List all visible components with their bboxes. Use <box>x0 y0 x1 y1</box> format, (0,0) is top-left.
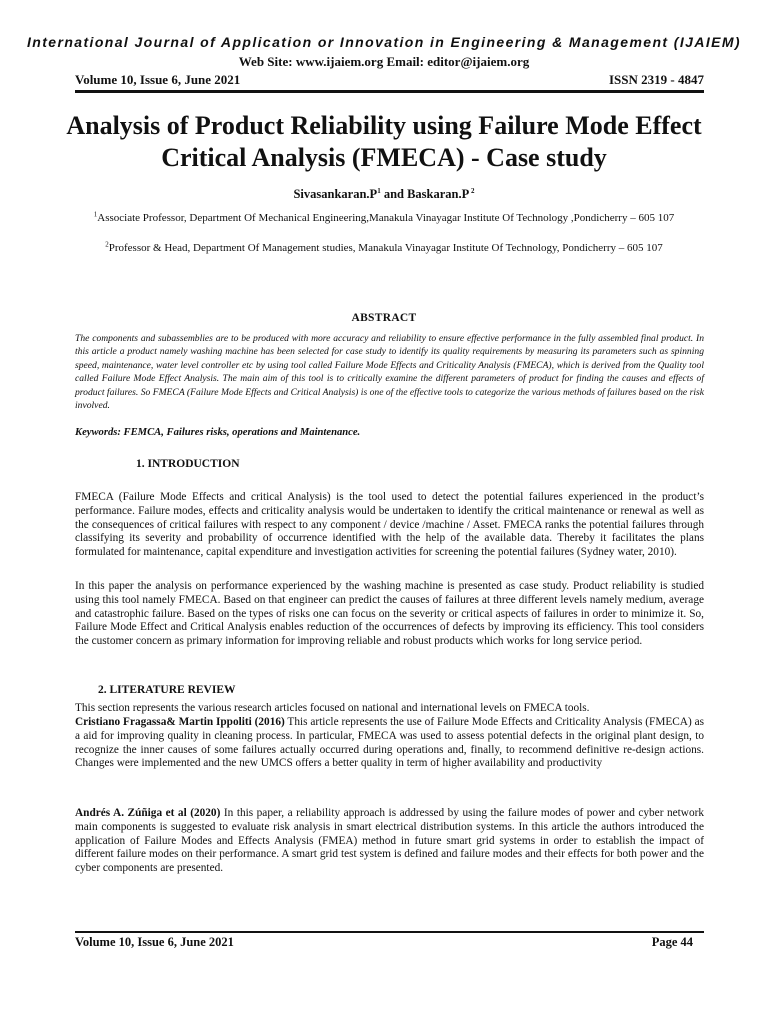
citation-fragassa: Cristiano Fragassa& Martin Ippoliti (2016) <box>75 716 285 728</box>
literature-paragraph-3 <box>75 807 704 876</box>
author-2: Baskaran.P <box>407 187 470 201</box>
introduction-paragraph-2: In this paper the analysis on performance experienced by the washing machine is presented as case study. Product reliability is studied using this tool namely FMECA. Based on that engineer can predict the causes of failures at three different levels namely medium, average and catastrophic failure. Based on the types of risks one can focus on the severity or critical aspects of failures in order to minimize it. So, Failure Mode Effect and Critical Analysis enables reduction of the occurrences of defects by improving its efficiency. This tool considers the customer concern as primary information for improving reliable and robust products which works for long service period. <box>75 580 704 648</box>
header-divider <box>75 90 704 93</box>
abstract-text: The components and subassemblies are to be produced with more accuracy and reliability to ensure effective performance in the fully assembled final product. In this article a product namely washing machine has been selected for case study to identify its quality requirements by measuring its parameters such as spinning speed, maintenance, water level controller etc by using tool called Failure Mode Effects and Criticality Analysis (FMECA), which is derived from the Quality tool called Failure Mode Effect Analysis. The main aim of this tool is to critically examine the different parameters of product for finding the causes and effects of product failures. So FMECA (Failure Mode Effects and Critical Analysis) is one of the effective tools to categorize the various methods of failures based on the risk involved. <box>75 333 704 412</box>
footer-page-number: Page 44 <box>651 935 693 949</box>
affiliation-1-marker: 1 <box>93 210 98 219</box>
author-1-marker: 1 <box>377 186 381 195</box>
introduction-paragraph-1: FMECA (Failure Mode Effects and critical Analysis) is the tool used to detect the potential failures experienced in the product’s performance. Failure modes, effects and criticality analysis would be undertaken to identify the critical maintenance or renewal as well as the consequences of critical failures with respect to any component / device /machine / Asset. FMECA ranks the potential failures through classifying its severity and probability of occurrence identified with the help of the available data. Thereby it facilitates the plans formulated for maintenance, capital expenditure and investigation activities for screening the potential failures (Sydney water, 2010). <box>75 491 704 559</box>
affiliation-1 <box>0 212 768 224</box>
citation-zuniga: Andrés A. Zúñiga et al (2020) <box>75 807 221 819</box>
header-issn: ISSN 2319 - 4847 <box>609 72 704 87</box>
keywords: Keywords: FEMCA, Failures risks, operations and Maintenance. <box>75 427 361 438</box>
affiliation-2-marker: 2 <box>105 240 109 249</box>
literature-paragraph-1: This section represents the various research articles focused on national and international levels on FMECA tools. <box>75 702 590 714</box>
journal-name: International Journal of Application or Innovation in Engineering & Management (IJAIEM) <box>27 34 741 50</box>
author-2-marker: 2 <box>469 186 475 195</box>
section-heading-literature-review: 2. LITERATURE REVIEW <box>98 684 236 696</box>
paper-title: Analysis of Product Reliability using Failure Mode Effect Critical Analysis (FMECA) - Case study <box>66 111 702 172</box>
affiliation-2 <box>0 242 768 254</box>
author-line <box>0 187 768 202</box>
footer-divider <box>75 931 704 933</box>
affiliation-2-text: Professor & Head, Department Of Management studies, Manakula Vinayagar Institute Of Technology, Pondicherry – 605 107 <box>108 242 663 254</box>
section-heading-introduction: 1. INTRODUCTION <box>136 458 240 470</box>
header-volume-issue: Volume 10, Issue 6, June 2021 <box>75 72 241 87</box>
footer-volume-issue: Volume 10, Issue 6, June 2021 <box>75 935 234 949</box>
literature-paragraph-2-text: This article represents the use of Failure Mode Effects and Criticality Analysis (FMECA) as a aid for improving quality in cleaning process. In particular, FMECA was used to assess potential defects in the original plant design, to recognize the inner causes of some failures actually occurred during operations and, finally, to recommend definitive re-design actions. Changes were implemented and the new UMCS offers a better quality in term of higher availability and productivity <box>75 716 704 770</box>
journal-website: Web Site: www.ijaiem.org Email: editor@ijaiem.org <box>238 54 530 69</box>
literature-paragraph-3-text: In this paper, a reliability approach is addressed by using the failure modes of power and cyber network main components is suggested to evaluate risk analysis in smart electrical distribution systems. In this article the authors introduced the application of Failure Modes and Effects Analysis (FMEA) method in future smart grid systems in order to establish the impact of different failure modes on their performance. A smart grid test system is defined and failure modes and their effects for both power and the cyber components are presented. <box>75 807 704 875</box>
abstract-heading: ABSTRACT <box>351 312 417 324</box>
author-separator: and <box>380 187 408 201</box>
author-1: Sivasankaran.P <box>293 187 378 201</box>
literature-paragraph-2 <box>75 716 704 771</box>
affiliation-1-text: Associate Professor, Department Of Mechanical Engineering,Manakula Vinayagar Institute Of Technology ,Pondicherry – 605 107 <box>97 212 675 224</box>
